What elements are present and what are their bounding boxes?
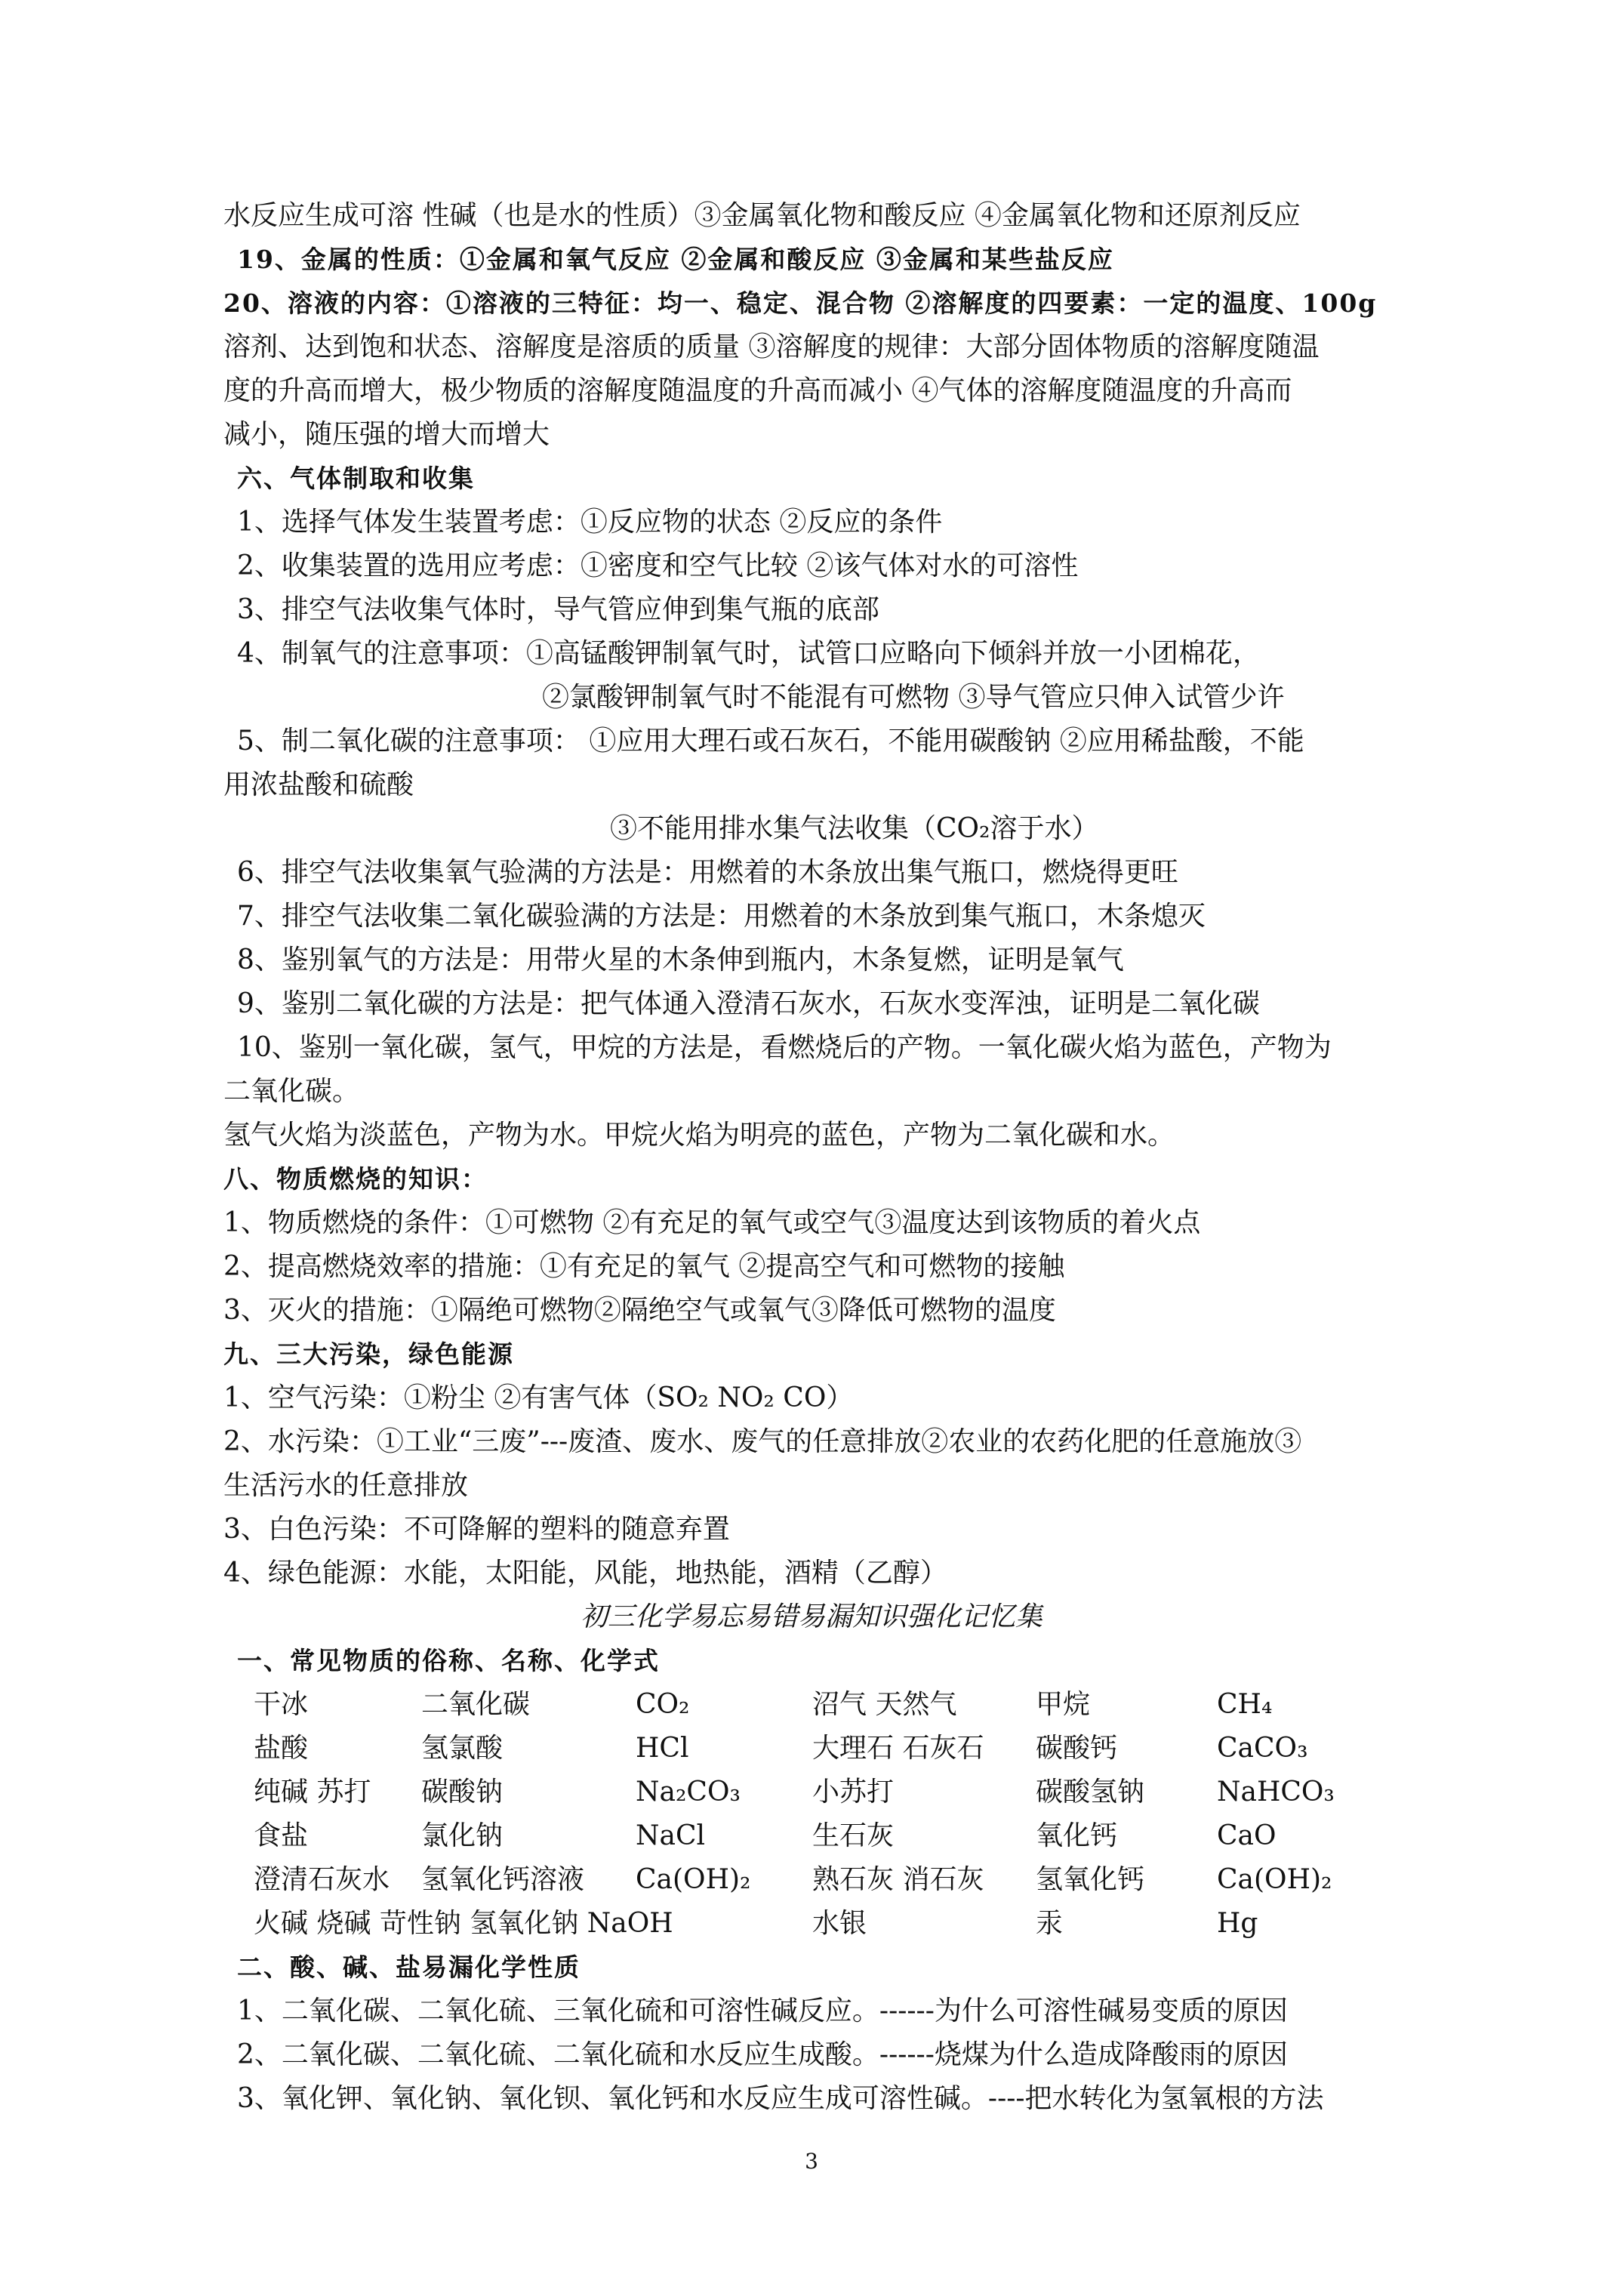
list-item: 1、二氧化碳、二氧化硫、三氧化硫和可溶性碱反应。------为什么可溶性碱易变质的原因 (237, 1996, 1288, 2026)
table-cell: 汞 (1036, 1908, 1064, 1939)
list-item: 3、排空气法收集气体时，导气管应伸到集气瓶的底部 (237, 594, 879, 625)
list-item: 3、氧化钾、氧化钠、氧化钡、氧化钙和水反应生成可溶性碱。----把水转化为氢氧根的方法 (237, 2083, 1324, 2114)
table-cell: CO₂ (636, 1689, 690, 1720)
table-cell: CaCO₃ (1217, 1733, 1308, 1764)
table-cell: Ca(OH)₂ (1217, 1864, 1332, 1895)
list-item: 2、收集装置的选用应考虑：①密度和空气比较 ②该气体对水的可溶性 (237, 550, 1079, 581)
heading-acid-base-salt: 二、酸、碱、盐易漏化学性质 (237, 1952, 581, 1982)
list-item: 3、灭火的措施：①隔绝可燃物②隔绝空气或氧气③降低可燃物的温度 (223, 1295, 1056, 1326)
table-cell: 氢氧化钙 (1036, 1864, 1145, 1895)
heading-pollution: 九、三大污染，绿色能源 (223, 1339, 514, 1369)
heading-metal-properties: 19、金属的性质：①金属和氧气反应 ②金属和酸反应 ③金属和某些盐反应 (237, 245, 1114, 274)
list-item: 10、鉴别一氧化碳，氢气，甲烷的方法是，看燃烧后的产物。一氧化碳火焰为蓝色，产物为 (237, 1032, 1332, 1063)
text-line: 氢气火焰为淡蓝色，产物为水。甲烷火焰为明亮的蓝色，产物为二氧化碳和水。 (223, 1120, 1175, 1151)
text-line: 度的升高而增大，极少物质的溶解度随温度的升高而减小 ④气体的溶解度随温度的升高而 (223, 375, 1292, 406)
table-cell: Ca(OH)₂ (636, 1864, 751, 1895)
list-item: 2、提高燃烧效率的措施：①有充足的氧气 ②提高空气和可燃物的接触 (223, 1251, 1065, 1282)
list-item: 6、排空气法收集氧气验满的方法是：用燃着的木条放出集气瓶口，燃烧得更旺 (237, 857, 1178, 888)
table-cell: 干冰 (254, 1689, 309, 1720)
list-item: 1、物质燃烧的条件：①可燃物 ②有充足的氧气或空气③温度达到该物质的着火点 (223, 1207, 1201, 1238)
list-item: 1、选择气体发生装置考虑：①反应物的状态 ②反应的条件 (237, 507, 943, 538)
table-cell: 碳酸钙 (1036, 1733, 1118, 1764)
heading-common-substances: 一、常见物质的俗称、名称、化学式 (237, 1646, 660, 1675)
table-cell: 纯碱 苏打 (254, 1777, 371, 1808)
table-cell: 生石灰 (812, 1820, 895, 1851)
list-item: 8、鉴别氧气的方法是：用带火星的木条伸到瓶内，木条复燃，证明是氧气 (237, 945, 1124, 975)
table-cell: 食盐 (254, 1820, 309, 1851)
table-cell: 熟石灰 消石灰 (812, 1864, 984, 1895)
table-cell: HCl (636, 1733, 689, 1764)
list-item-continued: ②氯酸钾制氧气时不能混有可燃物 ③导气管应只伸入试管少许 (542, 682, 1285, 713)
list-item: 3、白色污染：不可降解的塑料的随意弃置 (223, 1514, 730, 1545)
table-cell: 盐酸 (254, 1733, 309, 1764)
table-cell: NaCl (636, 1820, 706, 1851)
table-cell: Hg (1217, 1908, 1258, 1939)
heading-gas-collection: 六、气体制取和收集 (237, 464, 475, 493)
table-cell: 甲烷 (1036, 1689, 1091, 1720)
text-line: 用浓盐酸和硫酸 (223, 769, 414, 800)
list-item: 5、制二氧化碳的注意事项： ①应用大理石或石灰石，不能用碳酸钠 ②应用稀盐酸，不能 (237, 726, 1304, 757)
table-cell: 沼气 天然气 (812, 1689, 957, 1720)
list-item: 2、二氧化碳、二氧化硫、二氧化硫和水反应生成酸。------烧煤为什么造成降酸雨的原因 (237, 2039, 1288, 2070)
table-cell: 大理石 石灰石 (812, 1733, 984, 1764)
list-item-continued: ③不能用排水集气法收集（CO₂溶于水） (610, 813, 1099, 844)
document-title: 初三化学易忘易错易漏知识强化记忆集 (580, 1601, 1042, 1632)
table-cell: 火碱 烧碱 苛性钠 氢氧化钠 NaOH (254, 1908, 673, 1939)
list-item: 4、制氧气的注意事项：①高锰酸钾制氧气时，试管口应略向下倾斜并放一小团棉花， (237, 638, 1260, 669)
heading-combustion: 八、物质燃烧的知识： (223, 1164, 488, 1194)
table-cell: 水银 (812, 1908, 867, 1939)
table-cell: CaO (1217, 1820, 1277, 1851)
list-item: 2、水污染：①工业“三废”---废渣、废水、废气的任意排放②农业的农药化肥的任意施放③ (223, 1426, 1302, 1457)
text-line: 溶剂、达到饱和状态、溶解度是溶质的质量 ③溶解度的规律：大部分固体物质的溶解度随温 (223, 331, 1320, 362)
table-cell: 澄清石灰水 (254, 1864, 390, 1895)
list-item: 1、空气污染：①粉尘 ②有害气体（SO₂ NO₂ CO） (223, 1382, 854, 1413)
table-cell: 氧化钙 (1036, 1820, 1118, 1851)
list-item: 9、鉴别二氧化碳的方法是：把气体通入澄清石灰水，石灰水变浑浊，证明是二氧化碳 (237, 988, 1260, 1019)
text-line: 水反应生成可溶 性碱（也是水的性质）③金属氧化物和酸反应 ④金属氧化物和还原剂反应 (223, 200, 1301, 231)
table-cell: 小苏打 (812, 1777, 895, 1808)
table-cell: CH₄ (1217, 1689, 1273, 1720)
table-cell: 二氧化碳 (421, 1689, 531, 1720)
heading-solution: 20、溶液的内容：①溶液的三特征：均一、稳定、混合物 ②溶解度的四要素：一定的温度、100g (223, 288, 1378, 318)
table-cell: Na₂CO₃ (636, 1777, 741, 1808)
table-cell: 氢氧化钙溶液 (421, 1864, 585, 1895)
text-line: 生活污水的任意排放 (223, 1470, 469, 1501)
table-cell: 碳酸氢钠 (1036, 1777, 1145, 1808)
table-cell: NaHCO₃ (1217, 1777, 1335, 1808)
table-cell: 碳酸钠 (421, 1777, 504, 1808)
list-item: 7、排空气法收集二氧化碳验满的方法是：用燃着的木条放到集气瓶口，木条熄灭 (237, 901, 1206, 932)
list-item: 4、绿色能源：水能，太阳能，风能，地热能，酒精（乙醇） (223, 1558, 947, 1589)
table-cell: 氢氯酸 (421, 1733, 504, 1764)
text-line: 二氧化碳。 (223, 1076, 360, 1107)
text-line: 减小，随压强的增大而增大 (223, 419, 550, 450)
table-cell: 氯化钠 (421, 1820, 504, 1851)
page-number: 3 (805, 2149, 818, 2174)
